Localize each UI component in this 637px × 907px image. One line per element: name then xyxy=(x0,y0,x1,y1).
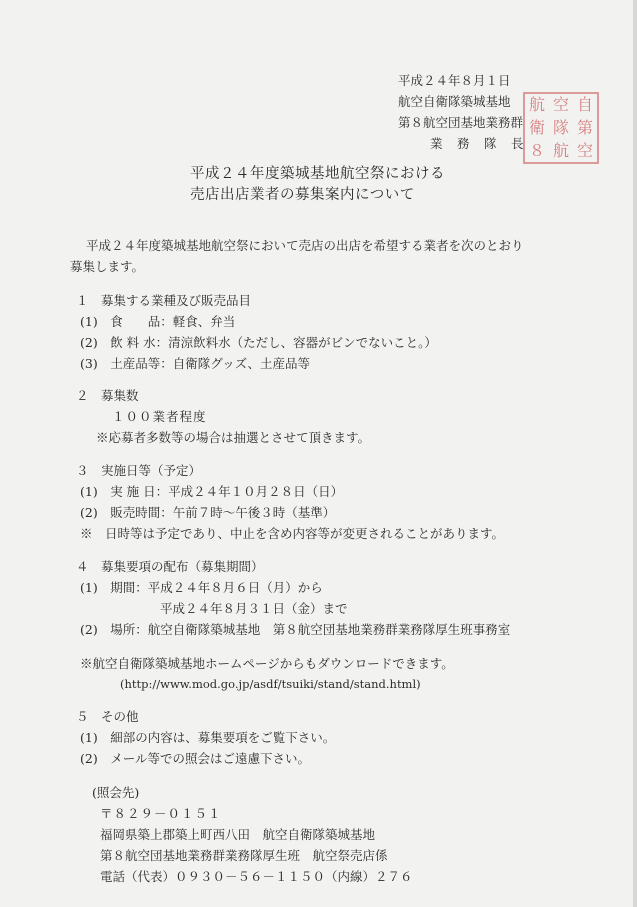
issue-date: 平成２４年８月１日 xyxy=(398,73,511,88)
contact-address: 福岡県築上郡築上町西八田 航空自衛隊築城基地 xyxy=(100,827,376,842)
issuer-unit: 第８航空団基地業務群 xyxy=(398,115,524,130)
section-4-location: (2) 場所：航空自衛隊築城基地 第８航空団基地業務群業務隊厚生班事務室 xyxy=(80,622,511,637)
section-1-item-2: (2) 飲 料 水：清涼飲料水（ただし、容器がビンでないこと。） xyxy=(80,335,437,350)
section-2-item-2: ※応募者多数等の場合は抽選とさせて頂きます。 xyxy=(96,430,371,445)
section-1-item-3: (3) 土産品等：自衛隊グッズ、土産品等 xyxy=(80,356,310,371)
section-2-item-1: １００業者程度 xyxy=(112,409,207,424)
issuer-title: 業 務 隊 長 xyxy=(430,136,525,151)
official-seal-stamp: 航 空 自 衛 隊 第 ８ 航 空 xyxy=(523,92,599,164)
section-1-item-1: (1) 食 品：軽食、弁当 xyxy=(80,314,236,329)
document-title-line-1: 平成２４年度築城基地航空祭における xyxy=(190,166,445,182)
section-1-heading: １ 募集する業種及び販売品目 xyxy=(76,293,252,308)
page-edge-shadow xyxy=(633,0,637,907)
intro-line-2: 募集します。 xyxy=(70,259,145,274)
section-3-heading: ３ 実施日等（予定） xyxy=(76,463,202,478)
document-title-line-2: 売店出店業者の募集案内について xyxy=(190,187,415,203)
contact-postal-code: 〒８２９－０１５１ xyxy=(100,806,222,821)
issuer-org: 航空自衛隊築城基地 xyxy=(398,94,511,109)
section-2-heading: ２ 募集数 xyxy=(76,388,139,403)
section-3-note: ※ 日時等は予定であり、中止を含め内容等が変更されることがあります。 xyxy=(80,526,505,541)
section-4-heading: ４ 募集要項の配布（募集期間） xyxy=(76,559,264,574)
section-4-period-end: 平成２４年８月３１日（金）まで xyxy=(160,601,348,616)
section-4-period-start: (1) 期間：平成２４年８月６日（月）から xyxy=(80,580,323,595)
contact-department: 第８航空団基地業務群業務隊厚生班 航空祭売店係 xyxy=(100,848,388,863)
section-4-download-note: ※航空自衛隊築城基地ホームページからもダウンロードできます。 xyxy=(80,656,454,671)
contact-label: (照会先) xyxy=(92,785,140,800)
section-3-item-1: (1) 実 施 日：平成２４年１０月２８日（日） xyxy=(80,484,344,499)
section-5-heading: ５ その他 xyxy=(76,709,139,724)
section-5-item-2: (2) メール等での照会はご遠慮下さい。 xyxy=(80,751,310,766)
section-4-download-link[interactable]: (http://www.mod.go.jp/asdf/tsuiki/stand/stand.html) xyxy=(120,677,421,691)
contact-telephone: 電話（代表）０９３０－５６－１１５０（内線）２７６ xyxy=(100,869,413,884)
section-5-item-1: (1) 細部の内容は、募集要項をご覧下さい。 xyxy=(80,730,336,745)
section-3-item-2: (2) 販売時間：午前７時～午後３時（基準） xyxy=(80,505,336,520)
intro-line-1: 平成２４年度築城基地航空祭において売店の出店を希望する業者を次のとおり xyxy=(86,238,524,253)
